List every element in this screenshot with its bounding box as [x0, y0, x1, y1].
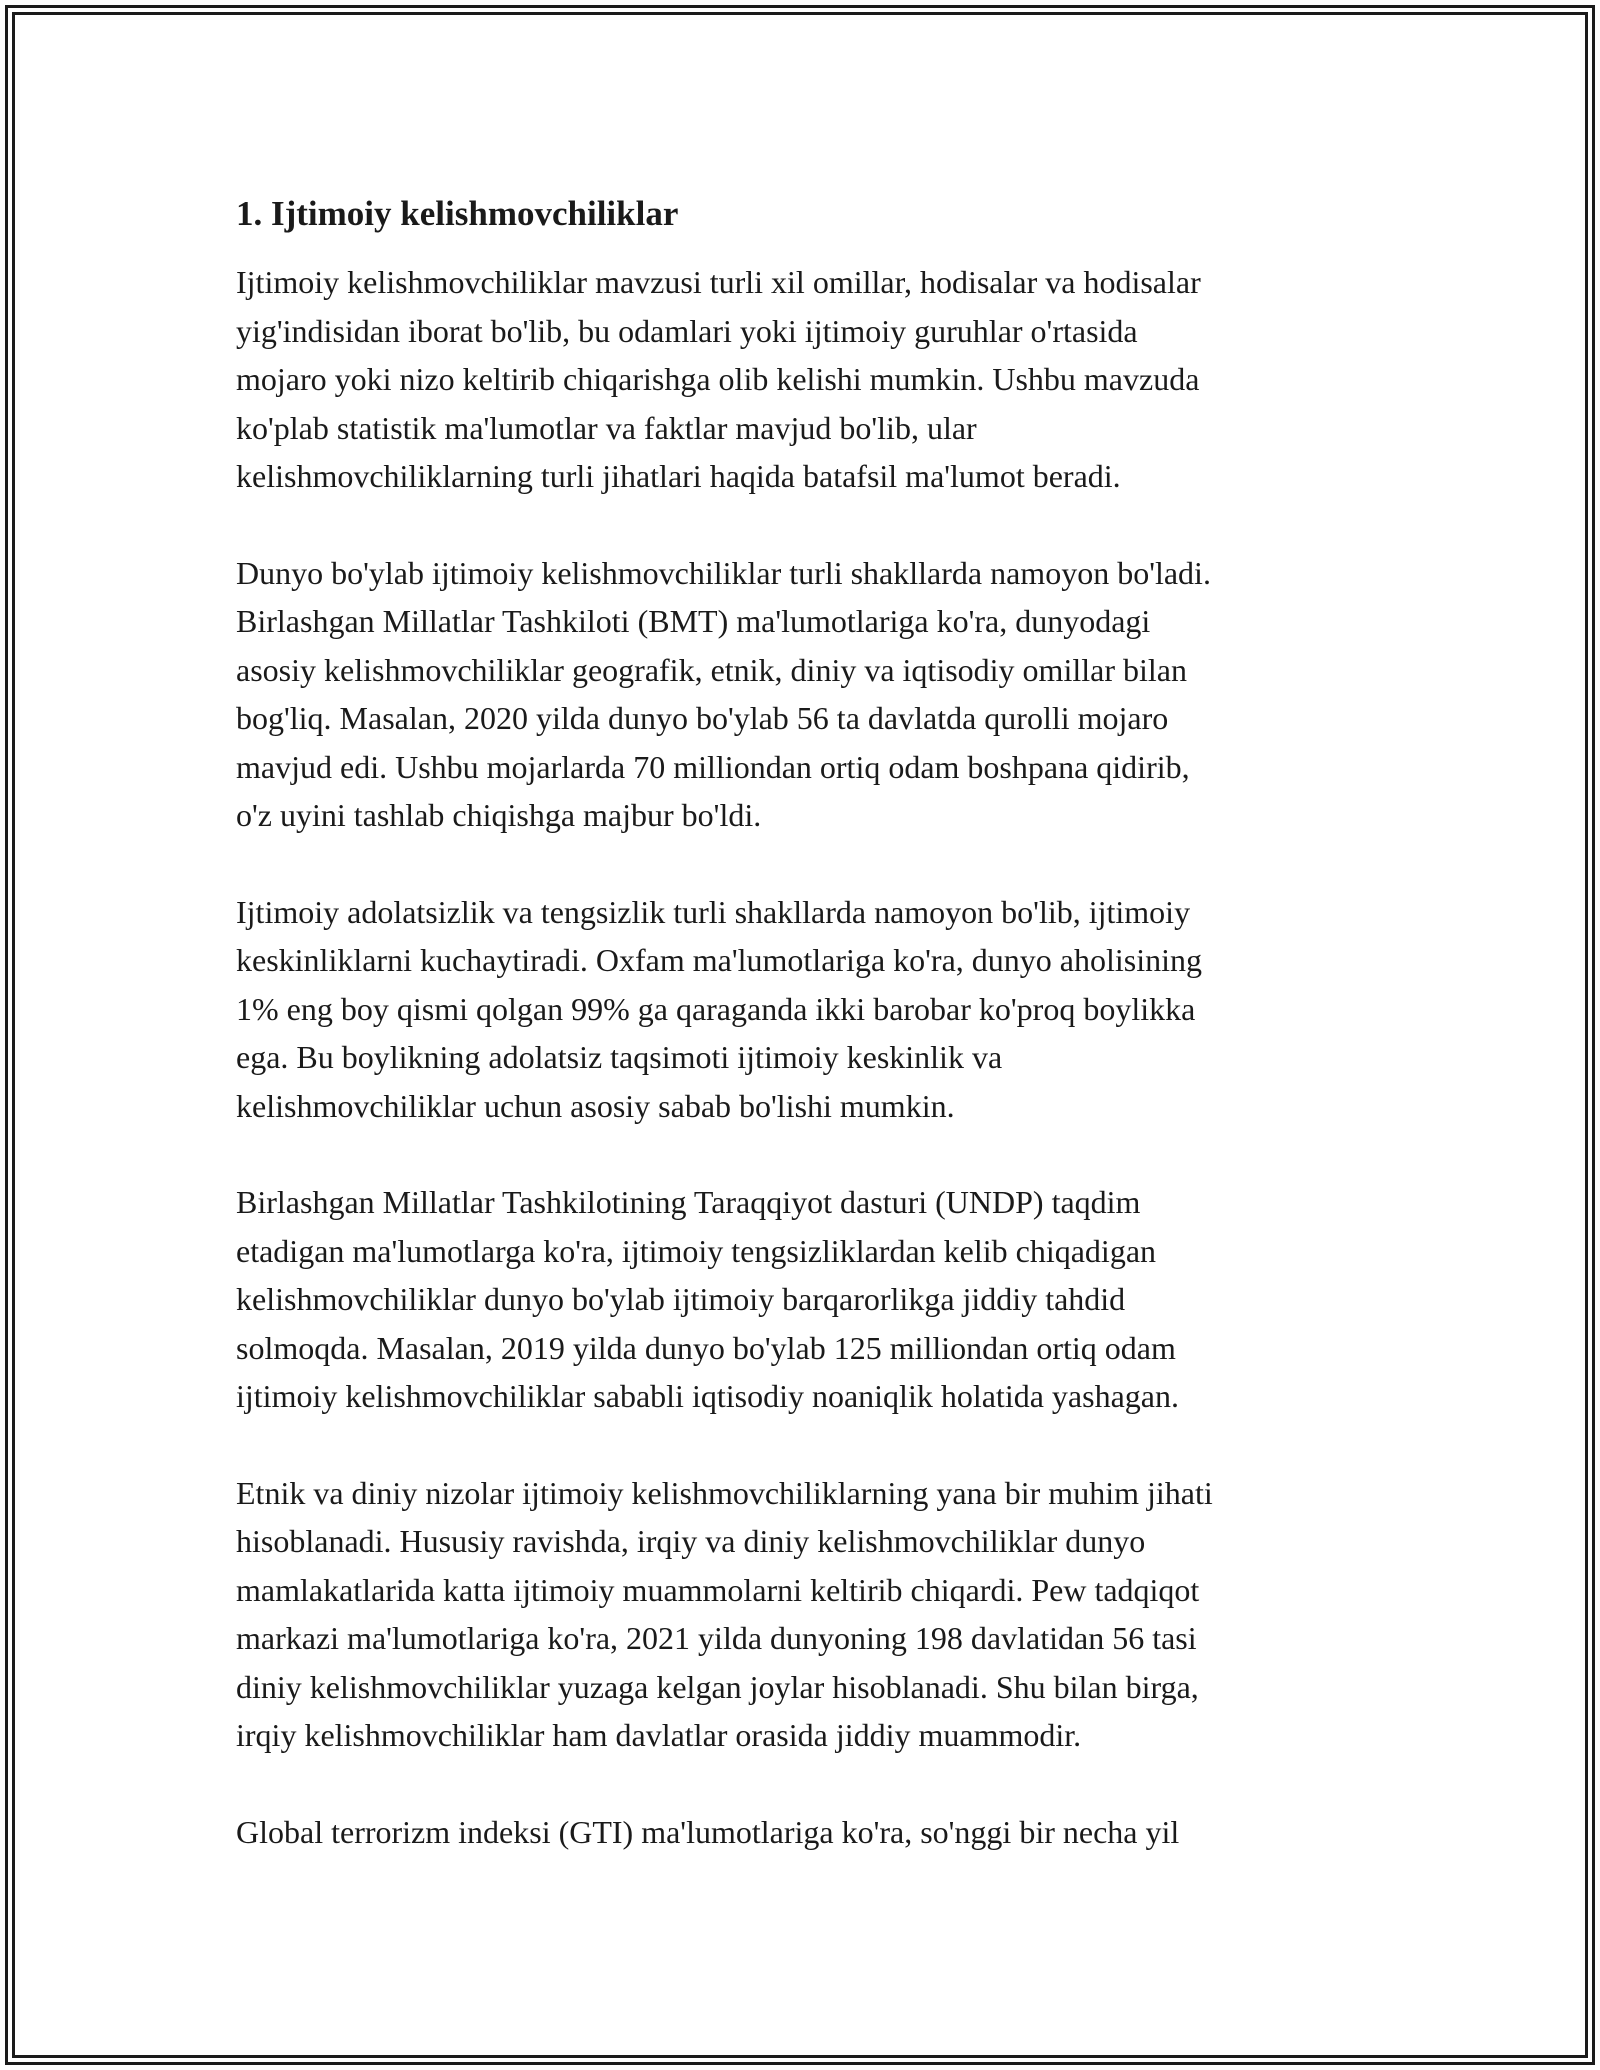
text-line: Global terrorizm indeksi (GTI) ma'lumotlariga ko'ra, so'nggi bir necha yil — [236, 1813, 1180, 1850]
text-line: ko'plab statistik ma'lumotlar va faktlar mavjud bo'lib, ular — [236, 409, 977, 446]
text-line: Birlashgan Millatlar Tashkiloti (BMT) ma'lumotlariga ko'ra, dunyodagi — [236, 603, 1151, 639]
text-line: mavjud edi. Ushbu mojarlarda 70 milliondan ortiq odam boshpana qidirib, — [236, 748, 1190, 785]
text-line: hisoblanadi. Hususiy ravishda, irqiy va diniy kelishmovchiliklar dunyo — [236, 1523, 1146, 1559]
text-line: yig'indisidan iborat bo'lib, bu odamlari yoki ijtimoiy guruhlar o'rtasida — [236, 312, 1138, 349]
text-line: Birlashgan Millatlar Tashkilotining Taraqqiyot dasturi (UNDP) taqdim — [236, 1184, 1141, 1220]
text-line: ijtimoiy kelishmovchiliklar sababli iqtisodiy noaniqlik holatida yashagan. — [236, 1378, 1179, 1414]
text-line: Ijtimoiy kelishmovchiliklar mavzusi turli xil omillar, hodisalar va hodisalar — [236, 264, 1201, 300]
text-line: kelishmovchiliklar dunyo bo'ylab ijtimoiy barqarorlikga jiddiy tahdid — [236, 1281, 1126, 1317]
text-line: Dunyo bo'ylab ijtimoiy kelishmovchiliklar turli shakllarda namoyon bo'ladi. — [236, 554, 1211, 591]
text-line: Etnik va diniy nizolar ijtimoiy kelishmovchiliklarning yana bir muhim jihati — [236, 1474, 1213, 1511]
text-line: 1% eng boy qismi qolgan 99% ga qaraganda ikki barobar ko'proq boylikka — [236, 990, 1196, 1027]
paragraph-3 — [236, 888, 1376, 1131]
text-line: etadigan ma'lumotlarga ko'ra, ijtimoiy tengsizliklardan kelib chiqadigan — [236, 1232, 1157, 1269]
paragraph-1 — [236, 258, 1376, 501]
text-line: ega. Bu boylikning adolatsiz taqsimoti ijtimoiy keskinlik va — [236, 1039, 1003, 1075]
paragraph-2 — [236, 549, 1376, 840]
text-line: mamlakatlarida katta ijtimoiy muammolarni keltirib chiqardi. Pew tadqiqot — [236, 1571, 1200, 1608]
text-line: irqiy kelishmovchiliklar ham davlatlar orasida jiddiy muammodir. — [236, 1717, 1082, 1753]
paragraph-4 — [236, 1178, 1376, 1421]
text-line: markazi ma'lumotlariga ko'ra, 2021 yilda dunyoning 198 davlatidan 56 tasi — [236, 1620, 1197, 1656]
text-line: solmoqda. Masalan, 2019 yilda dunyo bo'ylab 125 milliondan ortiq odam — [236, 1329, 1176, 1366]
document-body — [236, 190, 1376, 1904]
text-line: kelishmovchiliklar uchun asosiy sabab bo'lishi mumkin. — [236, 1087, 955, 1124]
text-line: diniy kelishmovchiliklar yuzaga kelgan joylar hisoblanadi. Shu bilan birga, — [236, 1668, 1199, 1705]
paragraph-6 — [236, 1808, 1376, 1857]
text-line: keskinliklarni kuchaytiradi. Oxfam ma'lumotlariga ko'ra, dunyo aholisining — [236, 942, 1202, 978]
text-line: Ijtimoiy adolatsizlik va tengsizlik turli shakllarda namoyon bo'lib, ijtimoiy — [236, 893, 1191, 930]
paragraph-5 — [236, 1469, 1376, 1760]
text-line: asosiy kelishmovchiliklar geografik, etnik, diniy va iqtisodiy omillar bilan — [236, 651, 1187, 688]
text-line: mojaro yoki nizo keltirib chiqarishga olib kelishi mumkin. Ushbu mavzuda — [236, 361, 1200, 397]
text-line: bog'liq. Masalan, 2020 yilda dunyo bo'ylab 56 ta davlatda qurolli mojaro — [236, 700, 1169, 736]
text-line: kelishmovchiliklarning turli jihatlari haqida batafsil ma'lumot beradi. — [236, 458, 1121, 494]
section-heading: 1. Ijtimoiy kelishmovchiliklar — [236, 194, 679, 233]
text-line: o'z uyini tashlab chiqishga majbur bo'ldi. — [236, 797, 762, 833]
